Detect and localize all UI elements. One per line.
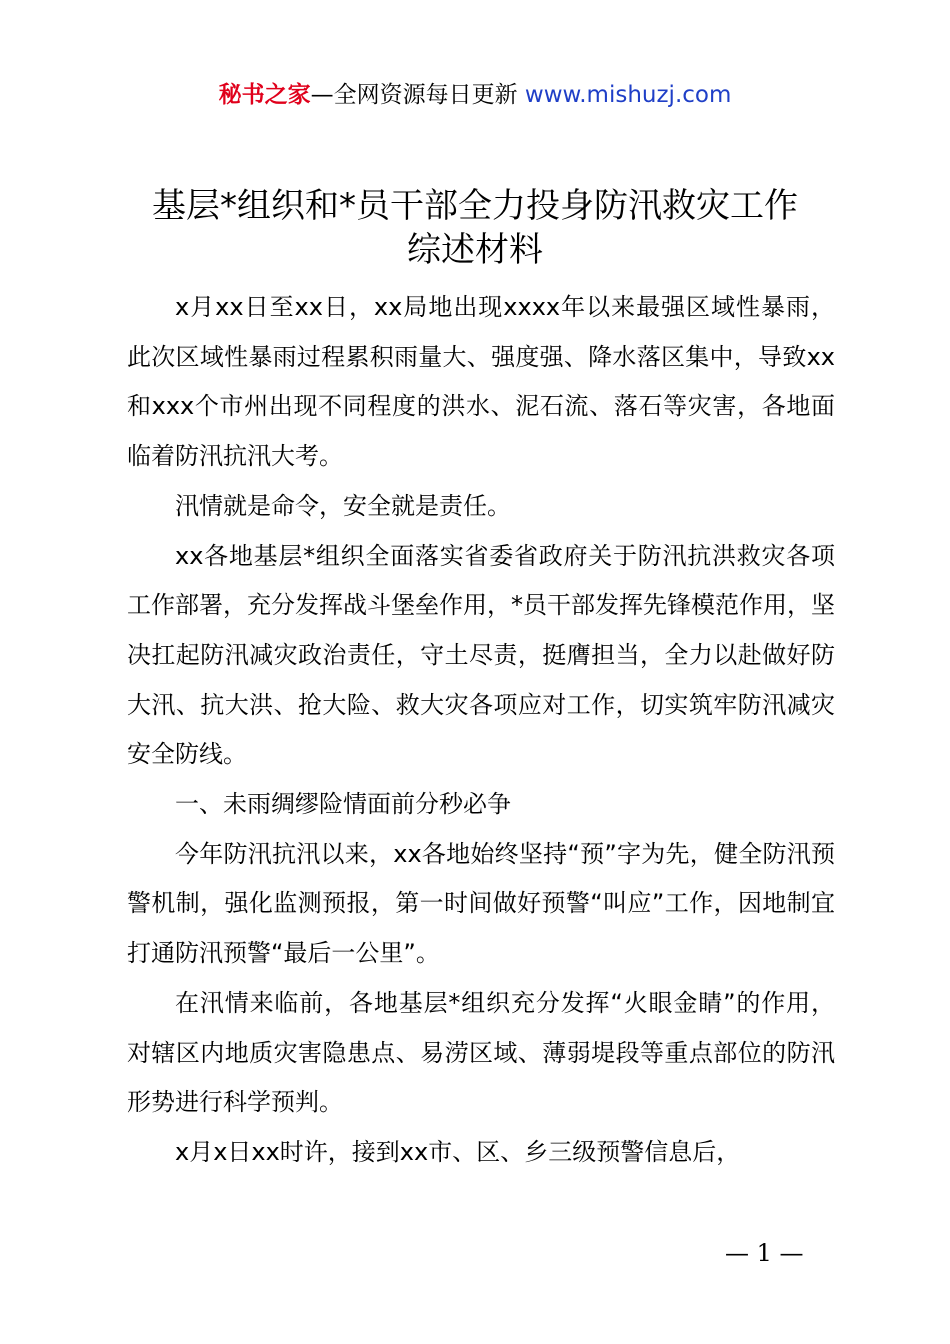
title-line-2: 综述材料 bbox=[407, 230, 543, 270]
paragraph: 今年防汛抗汛以来，xx各地始终坚持“预”字为先，健全防汛预警机制，强化监测预报，第一时间做好预警“叫应”工作，因地制宜打通防汛预警“最后一公里”。 bbox=[127, 839, 835, 968]
page-number: — 1 — bbox=[725, 1239, 804, 1267]
document-title bbox=[110, 184, 840, 272]
document-body bbox=[127, 283, 835, 1178]
site-header bbox=[0, 78, 950, 112]
brand-name: 秘书之家 bbox=[218, 82, 311, 108]
paragraph: x月xx日至xx日，xx局地出现xxxx年以来最强区域性暴雨，此次区域性暴雨过程累积雨量大、强度强、降水落区集中，导致xx和xxx个市州出现不同程度的洪水、泥石流、落石等灾害，各地面临着防汛抗汛大考。 bbox=[127, 293, 835, 471]
title-line-1: 基层*组织和*员干部全力投身防汛救灾工作 bbox=[152, 186, 798, 226]
header-slogan: —全网资源每日更新 bbox=[310, 82, 525, 108]
paragraph: xx各地基层*组织全面落实省委省政府关于防汛抗洪救灾各项工作部署，充分发挥战斗堡垒作用，*员干部发挥先锋模范作用，坚决扛起防汛减灾政治责任，守土尽责，挺膺担当，全力以赴做好防大汛、抗大洪、抢大险、救大灾各项应对工作，切实筑牢防汛减灾安全防线。 bbox=[127, 541, 835, 769]
paragraph: 在汛情来临前，各地基层*组织充分发挥“火眼金睛”的作用，对辖区内地质灾害隐患点、易涝区域、薄弱堤段等重点部位的防汛形势进行科学预判。 bbox=[127, 988, 835, 1117]
site-url-link[interactable]: www.mishuzj.com bbox=[524, 82, 732, 108]
paragraph: x月x日xx时许，接到xx市、区、乡三级预警信息后， bbox=[175, 1137, 741, 1166]
section-heading: 一、未雨绸缪险情面前分秒必争 bbox=[175, 790, 511, 819]
paragraph: 汛情就是命令，安全就是责任。 bbox=[175, 491, 511, 520]
